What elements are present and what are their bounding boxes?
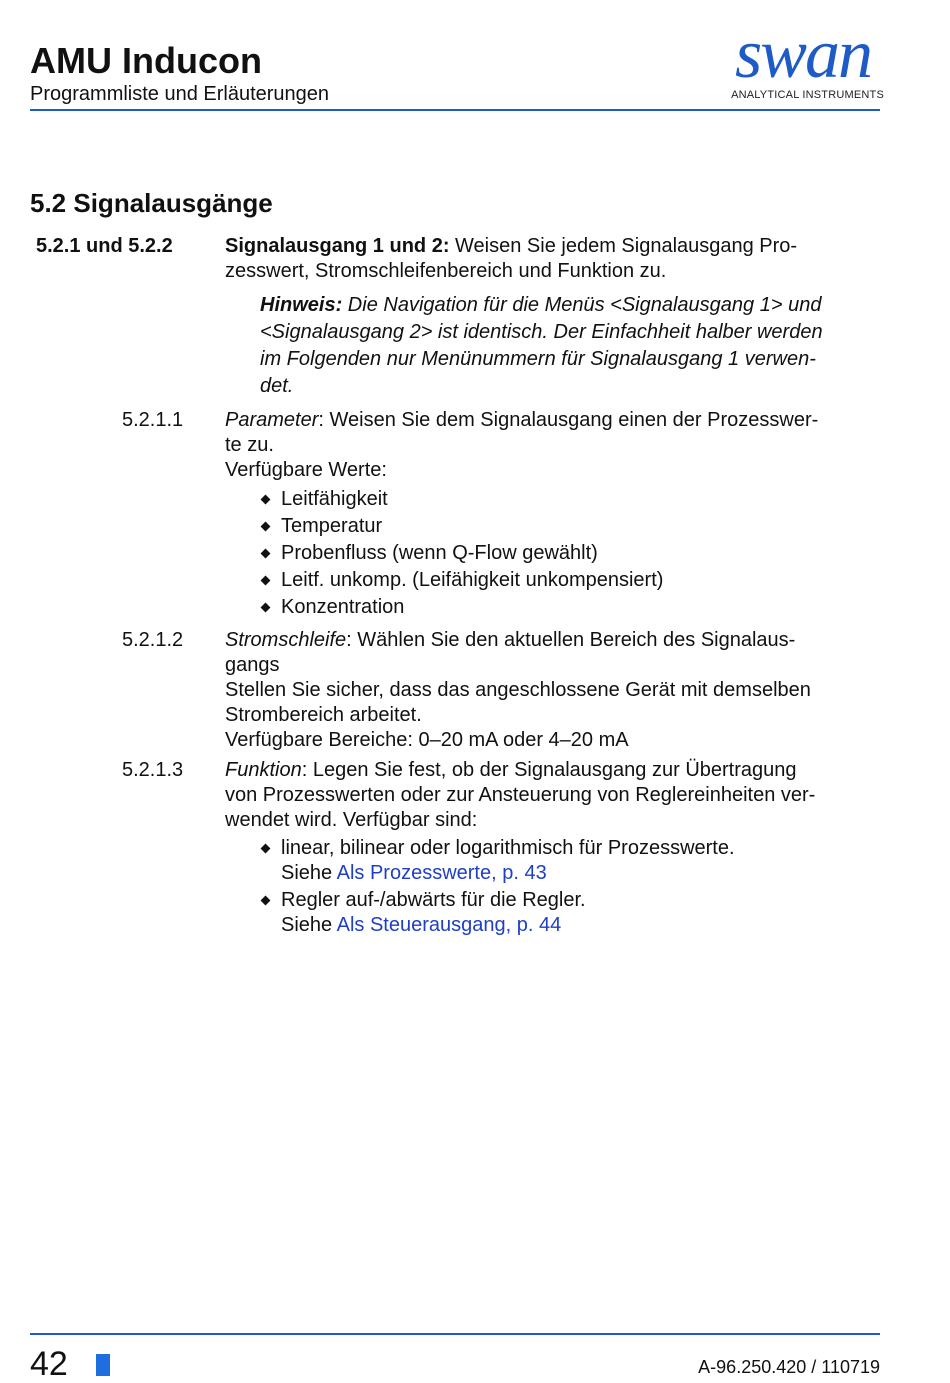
document-subtitle: Programmliste und Erläuterungen [30, 83, 330, 105]
list-item: linear, bilinear oder logarithmisch für Prozesswerte. Siehe Als Prozesswerte, p. 43 [260, 836, 735, 886]
section-text-5-2-1-2: Stromschleife: Wählen Sie den aktuellen Bereich des Signalaus- gangs Stellen Sie sicher, dass das angeschlossene Gerät mit demselben Strombereich arbeitet. Verfügbare Bereiche: 0–20 mA oder 4–20 mA [225, 629, 811, 751]
logo-wordmark: swan [735, 16, 871, 93]
section-number-5-2-1-1: 5.2.1.1 [122, 409, 184, 431]
bullet-diamond-icon [261, 549, 271, 559]
list-item: Probenfluss (wenn Q-Flow gewählt) [260, 540, 663, 567]
list-item: Leitfähigkeit [260, 486, 663, 513]
section-heading: 5.2 Signalausgänge [30, 188, 273, 218]
list-item: Konzentration [260, 594, 663, 621]
list-item: Temperatur [260, 513, 663, 540]
note-hinweis: Hinweis: Die Navigation für die Menüs <Signalausgang 1> und <Signalausgang 2> ist identisch. Der Einfachheit halber werden im Folgenden nur Menünummern für Signalausgang 1 verwen- det. [260, 294, 823, 397]
list-item: Leitf. unkomp. (Leifähigkeit unkompensiert) [260, 567, 663, 594]
footer-divider [30, 1333, 880, 1335]
swan-logo [722, 16, 884, 104]
term-signalausgang: Signalausgang 1 und 2: [225, 235, 450, 257]
section-number-5-2-1-3: 5.2.1.3 [122, 759, 184, 781]
link-als-prozesswerte[interactable]: Als Prozesswerte, p. 43 [336, 862, 547, 884]
document-title: AMU Inducon [30, 40, 262, 81]
footer-marker [96, 1354, 110, 1376]
section-text-5-2-1-3: Funktion: Legen Sie fest, ob der Signalausgang zur Übertragung von Prozesswerten oder zur Ansteuerung von Reglereinheiten ver- wendet wird. Verfügbar sind: [225, 759, 816, 831]
bullet-diamond-icon [261, 603, 271, 613]
funktion-list [260, 836, 735, 940]
bullet-diamond-icon [261, 522, 271, 532]
bullet-diamond-icon [261, 896, 271, 906]
bullet-diamond-icon [261, 495, 271, 505]
parameter-list [260, 486, 663, 621]
section-number-5-2-1-2: 5.2.1.2 [122, 629, 184, 651]
section-text-5-2-1-1: Parameter: Weisen Sie dem Signalausgang einen der Prozesswer- te zu. Verfügbare Werte: [225, 409, 819, 481]
term-stromschleife: Stromschleife [225, 629, 347, 651]
page-number: 42 [30, 1345, 68, 1383]
section-text-5-2-1: Signalausgang 1 und 2: Weisen Sie jedem Signalausgang Pro- zesswert, Stromschleifenbereich und Funktion zu. [225, 235, 798, 282]
term-parameter: Parameter [225, 409, 319, 431]
document-id: A-96.250.420 / 110719 [698, 1357, 880, 1377]
note-label: Hinweis: [260, 294, 343, 316]
link-als-steuerausgang[interactable]: Als Steuerausgang, p. 44 [336, 914, 562, 936]
list-item: Regler auf-/abwärts für die Regler. Siehe Als Steuerausgang, p. 44 [260, 888, 735, 938]
term-funktion: Funktion [225, 759, 302, 781]
header-divider [30, 109, 880, 111]
section-number-5-2-1: 5.2.1 und 5.2.2 [36, 235, 173, 257]
bullet-diamond-icon [261, 576, 271, 586]
logo-subtext: ANALYTICAL INSTRUMENTS [731, 89, 884, 101]
bullet-diamond-icon [261, 844, 271, 854]
